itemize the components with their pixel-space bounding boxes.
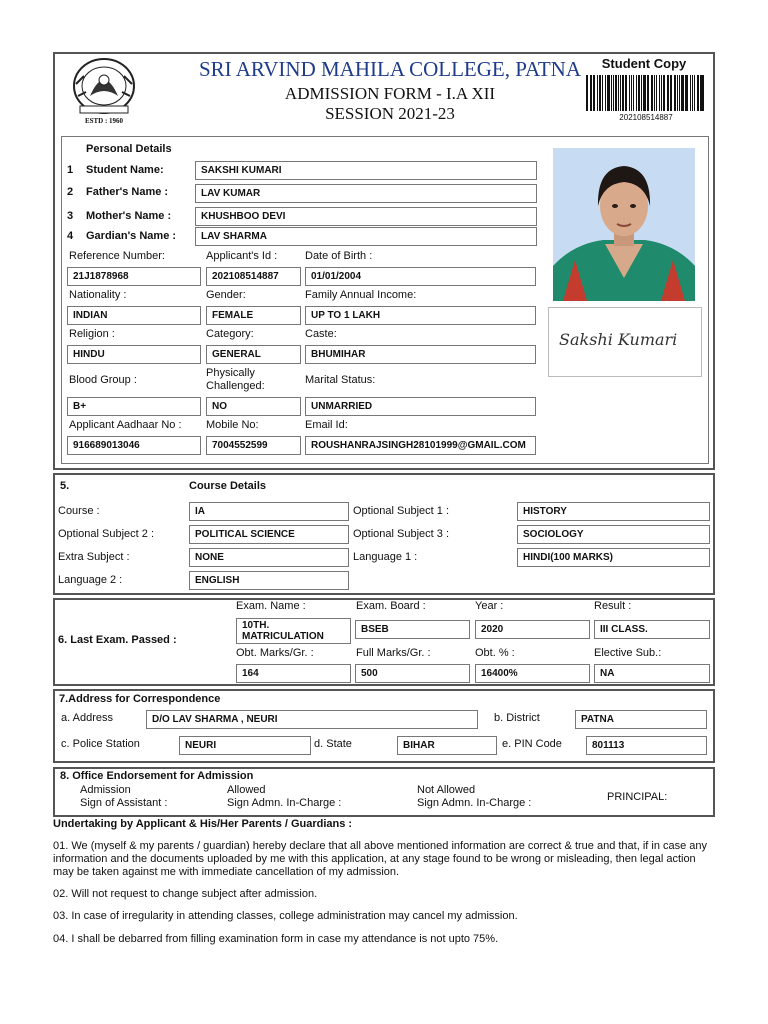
physically-label-2: Challenged: — [206, 380, 265, 392]
barcode-number: 202108514887 — [619, 113, 673, 122]
barcode-bar — [590, 75, 591, 111]
barcode-bar — [622, 75, 624, 111]
dob-field[interactable]: 01/01/2004 — [305, 267, 536, 286]
address-label: a. Address — [61, 712, 113, 724]
guardian-name-field[interactable]: LAV SHARMA — [195, 227, 537, 246]
optional-subject-1-label: Optional Subject 1 : — [353, 505, 450, 517]
caste-label: Caste: — [305, 328, 337, 340]
undertaking-item-4: 04. I shall be debarred from filling examination form in case my attendance is not upto 75%. — [53, 933, 499, 945]
barcode-bar — [686, 75, 688, 111]
state-label: d. State — [314, 738, 352, 750]
language-2-label: Language 2 : — [58, 574, 123, 586]
nationality-label: Nationality : — [69, 289, 127, 301]
student-signature: Sakshi Kumari — [559, 330, 678, 349]
blood-group-label: Blood Group : — [69, 374, 137, 386]
barcode-bar — [661, 75, 662, 111]
caste-field[interactable]: BHUMIHAR — [305, 345, 536, 364]
language-1-field[interactable]: HINDI(100 MARKS) — [517, 548, 710, 567]
extra-subject-field[interactable]: NONE — [189, 548, 349, 567]
barcode-bar — [613, 75, 614, 111]
physically-field[interactable]: NO — [206, 397, 301, 416]
category-field[interactable]: GENERAL — [206, 345, 301, 364]
signature-box — [548, 307, 702, 377]
admission-label: Admission — [80, 784, 131, 796]
address-field[interactable]: D/O LAV SHARMA , NEURI — [146, 710, 478, 729]
exam-result-label: Result : — [594, 600, 632, 612]
gender-label: Gender: — [206, 289, 246, 301]
elective-sub-label: Elective Sub.: — [594, 647, 662, 659]
barcode-bar — [647, 75, 648, 111]
student-name-field[interactable]: SAKSHI KUMARI — [195, 161, 537, 180]
mother-name-field[interactable]: KHUSHBOO DEVI — [195, 207, 537, 226]
logo-estd: ESTD : 1960 — [84, 117, 124, 125]
barcode-bar — [591, 75, 592, 111]
barcode-bar — [631, 75, 632, 111]
allowed-label: Allowed — [227, 784, 266, 796]
elective-sub-field[interactable]: NA — [594, 664, 710, 683]
obt-marks-field[interactable]: 164 — [236, 664, 351, 683]
exam-name-line-1: 10TH. — [242, 620, 270, 631]
aadhaar-field[interactable]: 916689013046 — [67, 436, 201, 455]
course-section-num: 5. — [60, 480, 70, 492]
exam-result-field[interactable]: III CLASS. — [594, 620, 710, 639]
student-photo — [553, 148, 695, 301]
obt-percent-field[interactable]: 16400% — [475, 664, 590, 683]
mobile-field[interactable]: 7004552599 — [206, 436, 301, 455]
dob-label: Date of Birth : — [305, 250, 373, 262]
applicant-id-field[interactable]: 202108514887 — [206, 267, 301, 286]
exam-name-label: Exam. Name : — [236, 600, 306, 612]
form-title: ADMISSION FORM - I.A XII — [284, 84, 496, 103]
barcode-bar — [586, 75, 588, 111]
barcode-bar — [629, 75, 630, 111]
obt-percent-label: Obt. % : — [475, 647, 515, 659]
barcode-bar — [638, 75, 640, 111]
not-allowed-label: Not Allowed — [417, 784, 476, 796]
barcode-bar — [671, 75, 672, 111]
principal-label: PRINCIPAL: — [607, 791, 668, 803]
physically-label-1: Physically — [206, 367, 255, 379]
barcode-bar — [651, 75, 653, 111]
father-name-field[interactable]: LAV KUMAR — [195, 184, 537, 203]
barcode-bar — [656, 75, 658, 111]
student-name-label: Student Name: — [86, 164, 164, 176]
barcode-bar — [620, 75, 621, 111]
gender-field[interactable]: FEMALE — [206, 306, 301, 325]
barcode-bar — [667, 75, 669, 111]
language-2-field[interactable]: ENGLISH — [189, 571, 349, 590]
course-field[interactable]: IA — [189, 502, 349, 521]
barcode-bar — [641, 75, 642, 111]
applicant-id-label: Applicant's Id : — [206, 250, 278, 262]
sign-incharge-allowed-label: Sign Admn. In-Charge : — [227, 797, 342, 809]
barcode-bar — [670, 75, 671, 111]
police-station-label: c. Police Station — [61, 738, 140, 750]
optional-subject-3-label: Optional Subject 3 : — [353, 528, 450, 540]
barcode-bar — [681, 75, 683, 111]
college-name: SRI ARVIND MAHILA COLLEGE, PATNA — [199, 57, 581, 81]
barcode-bar — [643, 75, 645, 111]
optional-subject-2-field[interactable]: POLITICAL SCIENCE — [189, 525, 349, 544]
course-label: Course : — [58, 505, 100, 517]
copy-label: Student Copy — [601, 56, 687, 71]
marital-label: Marital Status: — [305, 374, 376, 386]
barcode-bar — [700, 75, 701, 111]
reference-label: Reference Number: — [69, 250, 165, 262]
email-field[interactable]: ROUSHANRAJSINGH28101999@GMAIL.COM — [305, 436, 536, 455]
undertaking-item-3: 03. In case of irregularity in attending classes, college administration may cancel my admission. — [53, 910, 518, 922]
optional-subject-3-field[interactable]: SOCIOLOGY — [517, 525, 710, 544]
barcode-bar — [677, 75, 678, 111]
pin-code-field[interactable]: 801113 — [586, 736, 707, 755]
exam-name-line-2: MATRICULATION — [242, 631, 324, 642]
language-1-label: Language 1 : — [353, 551, 418, 563]
state-field[interactable]: BIHAR — [397, 736, 497, 755]
barcode-bar — [602, 75, 604, 111]
aadhaar-label: Applicant Aadhaar No : — [69, 419, 182, 431]
exam-board-label: Exam. Board : — [356, 600, 426, 612]
barcode-bar — [597, 75, 598, 111]
mother-name-label: Mother's Name : — [86, 210, 172, 222]
barcode-bar — [648, 75, 649, 111]
address-section-title: 7.Address for Correspondence — [59, 693, 221, 705]
extra-subject-label: Extra Subject : — [58, 551, 130, 563]
barcode-bar — [659, 75, 660, 111]
sign-assistant-label: Sign of Assistant : — [80, 797, 168, 809]
exam-name-field[interactable] — [236, 618, 351, 644]
barcode-bar — [605, 75, 606, 111]
father-name-label: Father's Name : — [86, 186, 169, 198]
religion-label: Religion : — [69, 328, 115, 340]
barcode-bar — [615, 75, 617, 111]
barcode-bar — [679, 75, 680, 111]
barcode-bar — [593, 75, 595, 111]
email-label: Email Id: — [305, 419, 348, 431]
barcode-bar — [674, 75, 676, 111]
pin-code-label: e. PIN Code — [502, 738, 562, 750]
marital-field[interactable]: UNMARRIED — [305, 397, 536, 416]
course-section-title: Course Details — [189, 480, 267, 492]
barcode-bar — [663, 75, 665, 111]
barcode-bar — [607, 75, 609, 111]
income-label: Family Annual Income: — [305, 289, 417, 301]
blood-group-field[interactable]: B+ — [67, 397, 201, 416]
mobile-label: Mobile No: — [206, 419, 259, 431]
district-field[interactable]: PATNA — [575, 710, 707, 729]
barcode-bar — [701, 75, 703, 111]
barcode-bar — [685, 75, 686, 111]
exam-board-field[interactable]: BSEB — [355, 620, 470, 639]
police-station-field[interactable]: NEURI — [179, 736, 311, 755]
personal-section-title: Personal Details — [86, 143, 172, 155]
barcode-bar — [633, 75, 635, 111]
barcode-bar — [694, 75, 696, 111]
barcode-bar — [625, 75, 627, 111]
optional-subject-2-label: Optional Subject 2 : — [58, 528, 155, 540]
barcode-bar — [654, 75, 655, 111]
undertaking-title: Undertaking by Applicant & His/Her Parents / Guardians : — [53, 818, 353, 830]
undertaking-item-2: 02. Will not request to change subject after admission. — [53, 888, 318, 900]
barcode — [586, 75, 706, 111]
full-marks-label: Full Marks/Gr. : — [356, 647, 431, 659]
guardian-name-label: Gardian's Name : — [86, 230, 177, 242]
nationality-field[interactable]: INDIAN — [67, 306, 201, 325]
undertaking-item-1: 01. We (myself & my parents / guardian) hereby declare that all above mentioned information are correct & true and that, if in case any information and the documents uploaded by me with this application, at any stage found to be wrong or misleading, then legal action may be taken against me with immediate cancellation of my admission. — [53, 840, 708, 878]
session-title: SESSION 2021-23 — [325, 104, 455, 123]
optional-subject-1-field[interactable]: HISTORY — [517, 502, 710, 521]
barcode-bar — [618, 75, 619, 111]
sign-incharge-not-allowed-label: Sign Admn. In-Charge : — [417, 797, 532, 809]
full-marks-field[interactable]: 500 — [355, 664, 470, 683]
reference-field[interactable]: 21J1878968 — [67, 267, 201, 286]
barcode-bar — [636, 75, 637, 111]
office-section-title: 8. Office Endorsement for Admission — [60, 770, 254, 782]
last-exam-title: 6. Last Exam. Passed : — [58, 634, 177, 646]
barcode-bar — [611, 75, 612, 111]
district-label: b. District — [494, 712, 540, 724]
exam-year-label: Year : — [475, 600, 504, 612]
income-field[interactable]: UP TO 1 LAKH — [305, 306, 536, 325]
barcode-bar — [697, 75, 699, 111]
barcode-bar — [690, 75, 691, 111]
obt-marks-label: Obt. Marks/Gr. : — [236, 647, 314, 659]
religion-field[interactable]: HINDU — [67, 345, 201, 364]
barcode-bar — [599, 75, 601, 111]
college-logo — [66, 56, 142, 128]
barcode-bar — [692, 75, 693, 111]
category-label: Category: — [206, 328, 254, 340]
exam-year-field[interactable]: 2020 — [475, 620, 590, 639]
